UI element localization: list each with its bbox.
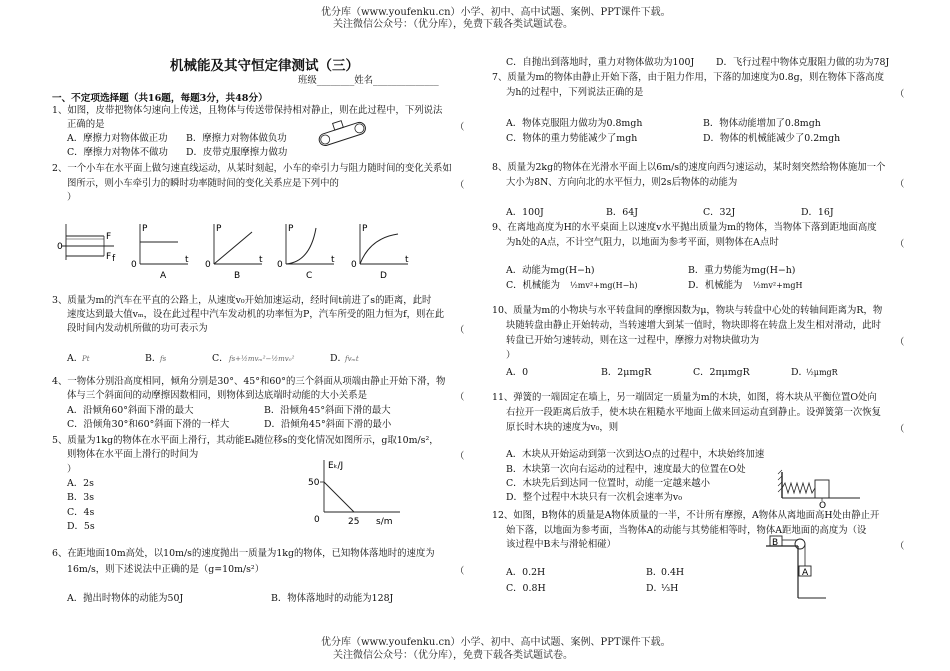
q3-stem-line2: 速度达到最大值vₘ，设在此过程中汽车发动机的功率恒为P，汽车所受的阻力恒为f，则在此 [67, 309, 445, 320]
q3-option-d: D． [330, 353, 347, 364]
q11-option-b: B．木块第一次向右运动的过程中，速度最大的位置在O处 [506, 464, 746, 475]
q9-option-d: D．机械能为 [688, 280, 743, 291]
section-title: 一、不定项选择题（共16题，每题3分，共48分） [52, 93, 268, 104]
q2-fig-origin: 0 [57, 242, 63, 252]
q2-option-a-label: A [160, 271, 167, 281]
q5-option-c: C．4s [67, 507, 95, 518]
q11-option-a: A．木块从开始运动到第一次到达O点的过程中，木块始终加速 [506, 449, 765, 460]
q2d-P: P [362, 224, 368, 234]
q7-stem-line1: 7、质量为m的物体由静止开始下落，由于阻力作用，下落的加速度为0.8g，则在物体下落高度 [492, 72, 885, 83]
q2-option-d-label: D [380, 271, 387, 281]
q6-option-b: B．物体落地时的动能为128J [271, 593, 394, 604]
q12-fig-A: A [802, 568, 809, 578]
q5-option-d: D．5s [67, 521, 95, 532]
q10-stem-line1: 10、质量为m的小物块与水平转盘间的摩擦因数为μ，物块与转盘中心处的转轴间距离为R，物 [492, 305, 883, 316]
q7-option-c: C．物体的重力势能减少了mgh [506, 133, 638, 144]
q11-option-d: D．整个过程中木块只有一次机会速率为v₀ [506, 492, 682, 503]
q12-stem-line3: 该过程中B未与滑轮相碰） [506, 539, 617, 550]
q12-fig-B: B [772, 538, 779, 548]
q12-option-d: D． [646, 583, 663, 594]
q2a-0: 0 [131, 260, 137, 270]
q2-force-graph [56, 222, 118, 264]
q4-option-b: B．沿倾角45°斜面下滑的最大 [264, 405, 391, 416]
q5-stem-line1: 5、质量为1kg的物体在水平面上滑行，其动能Eₖ随位移s的变化情况如图所示，g取10m/s²， [52, 435, 439, 446]
q2c-P: P [288, 224, 294, 234]
q3-answer-paren: （ [455, 325, 465, 336]
q4-stem-line1: 4、一物体分别沿高度相同，倾角分别是30°、45°和60°的三个斜面从项端由静止开始下滑，物 [52, 376, 446, 387]
q8-option-a: A．100J [506, 207, 544, 218]
q11-stem-line2: 右拉开一段距离后放手，使木块在粗糙水平地面上做来回运动直到静止。设弹簧第一次恢复 [506, 407, 882, 418]
q6-option-c: C．自抛出到落地时，重力对物体做功为100J [506, 57, 695, 68]
q3-stem-line3: 段时间内发动机所做的功可表示为 [67, 323, 208, 334]
q2-option-b-label: B [234, 271, 241, 281]
q5-option-b: B．3s [67, 492, 95, 503]
q10-option-c: C．2πμmgR [693, 367, 750, 378]
q11-answer-paren: （ [895, 424, 905, 435]
q12-answer-paren: （ [895, 541, 905, 552]
q12-option-d-formula: ⅓H [661, 583, 679, 594]
q1-stem-line1: 1、如图，皮带把物体匀速向上传送，且物体与传送带保持相对静止，则在此过程中，下列说法 [52, 105, 443, 116]
q1-conveyor-figure [312, 118, 372, 148]
q3-option-c: C． [212, 353, 229, 364]
q10-stem-line3: 转盘已开始匀速转动，则在这一过程中，摩擦力对物块做功为 [506, 335, 760, 346]
q2c-t: t [331, 255, 335, 265]
q6-stem-line2: 16m/s，则下述说法中正确的是（g=10m/s²） [67, 564, 265, 575]
q2-option-a-graph [130, 222, 192, 282]
q6-answer-paren: （ [455, 566, 465, 577]
q8-option-d: D．16J [801, 207, 834, 218]
q3-option-b-formula: fs [160, 355, 167, 363]
q1-option-c: C．摩擦力对物体不做功 [67, 147, 168, 158]
q7-option-a: A．物体克服阻力做功为0.8mgh [506, 118, 643, 129]
q6-option-a: A．抛出时物体的动能为50J [67, 593, 184, 604]
q5-stem-line2: 则物体在水平面上滑行的时间为 [67, 449, 199, 460]
q4-option-c: C．沿倾角30°和60°斜面下滑的一样大 [67, 419, 230, 430]
q4-stem-line2: 体与三个斜面间的动摩擦因数相同，则物体到达底端时动能的大小关系是 [67, 390, 368, 401]
header-line-1: 优分库（www.youfenku.cn）小学、初中、高中试题、案例、PPT课件下载。 [321, 7, 671, 18]
q2-option-b-graph [204, 222, 266, 282]
q7-stem-line2: 为h的过程中，下列说法正确的是 [506, 87, 644, 98]
q9-answer-paren: （ [895, 239, 905, 250]
q2a-t: t [185, 255, 189, 265]
q7-answer-paren: （ [895, 89, 905, 100]
footer-line-1: 优分库（www.youfenku.cn）小学、初中、高中试题、案例、PPT课件下载。 [321, 637, 671, 648]
q9-option-b: B．重力势能为mg(H−h) [688, 265, 796, 276]
q5-fig-0: 0 [314, 515, 320, 525]
q4-option-a: A．沿倾角60°斜面下滑的最大 [67, 405, 194, 416]
q7-option-b: B．物体动能增加了0.8mgh [703, 118, 821, 129]
q10-option-a: A．0 [506, 367, 529, 378]
q12-option-b: B． [646, 567, 663, 578]
q2-stem-line2: 图所示，则小车牵引力的瞬时功率随时间的变化关系应是下列中的 [67, 178, 339, 189]
q2c-0: 0 [277, 260, 283, 270]
q5-answer-paren: （ [455, 451, 465, 462]
q2-fig-F-label: F [106, 232, 112, 242]
q5-fig-50: 50 [308, 478, 320, 488]
q12-option-a: A．0.2H [506, 567, 546, 578]
q2d-t: t [405, 255, 409, 265]
q12-pulley-figure [764, 534, 828, 604]
q10-option-d: D． [791, 367, 808, 378]
q12-option-b-formula: 0.4H [661, 567, 685, 578]
q2b-0: 0 [205, 260, 211, 270]
q9-stem-line1: 9、在离地高度为H的水平桌面上以速度v水平抛出质量为m的物体，当物体下落到距地面高度 [492, 222, 877, 233]
q3-stem-line1: 3、质量为m的汽车在平直的公路上，从速度v₀开始加速运动，经时间t前进了s的距离，此时 [52, 295, 432, 306]
class-name-line: 班级________姓名______________ [298, 75, 439, 86]
q1-stem-line2: 正确的是 [67, 119, 105, 130]
q10-option-d-formula: ½μmgR [806, 368, 838, 377]
q9-option-c-formula: ½mv²+mg(H−h) [570, 281, 638, 290]
q3-option-d-formula: fvₘt [345, 355, 359, 363]
q10-answer-paren: （ [895, 337, 905, 348]
q3-option-b: B． [145, 353, 162, 364]
q2-stem-line1: 2、一个小车在水平面上做匀速直线运动，从某时刻起，小车的牵引力与阻力随时间的变化关系如 [52, 163, 452, 174]
q2b-P: P [216, 224, 222, 234]
q1-option-d: D．皮带克服摩擦力做功 [186, 147, 288, 158]
q10-option-b: B．2μmgR [601, 367, 652, 378]
q4-answer-paren: （ [455, 392, 465, 403]
q5-fig-25: 25 [348, 517, 360, 527]
page-title: 机械能及其守恒定律测试（三） [170, 58, 359, 74]
q9-option-a: A．动能为mg(H−h) [506, 265, 595, 276]
footer-line-2: 关注微信公众号：（优分库），免费下载各类试题试卷。 [333, 650, 573, 661]
q9-option-d-formula: ½mv²+mgH [753, 281, 803, 290]
q7-option-d: D．物体的机械能减少了0.2mgh [703, 133, 841, 144]
q12-option-c: C．0.8H [506, 583, 546, 594]
q2b-t: t [259, 255, 263, 265]
q11-fig-O: O [819, 501, 827, 508]
q6-stem-line1: 6、在距地面10m高处，以10m/s的速度抛出一质量为1kg的物体，已知物体落地时的速度为 [52, 548, 435, 559]
q5-fig-ylabel: Eₖ/J [328, 461, 344, 471]
q8-option-b: B．64J [606, 207, 638, 218]
q2-option-d-graph [350, 222, 412, 282]
q8-stem-line1: 8、质量为2kg的物体在光滑水平面上以6m/s的速度向西匀速运动，某时刻突然给物体施加一个 [492, 162, 886, 173]
q2-option-c-graph [276, 222, 338, 282]
header-line-2: 关注微信公众号：（优分库），免费下载各类试题试卷。 [333, 19, 573, 30]
q11-stem-line1: 11、弹簧的一端固定在墙上，另一端固定一质量为m的木块，如图，将木块从平衡位置O处向 [492, 392, 877, 403]
q10-stem-line4: ） [506, 350, 516, 361]
q5-option-a: A．2s [67, 478, 94, 489]
q8-option-c: C．32J [703, 207, 736, 218]
q1-option-b: B．摩擦力对物体做负功 [186, 133, 287, 144]
q3-option-a: A． [67, 353, 84, 364]
q1-answer-paren: （ [455, 122, 465, 133]
q6-option-d: D．飞行过程中物体克服阻力做的功为78J [716, 57, 890, 68]
q11-stem-line3: 原长时木块的速度为v₀，则 [506, 422, 619, 433]
q5-stem-line3: ） [67, 464, 77, 475]
q2-fig-Ff-label: F [106, 252, 112, 262]
q9-stem-line2: 为h处的A点，不计空气阻力，以地面为参考平面，则物体在A点时 [506, 237, 779, 248]
q5-ek-graph [296, 458, 402, 528]
q11-spring-figure [776, 468, 862, 508]
q3-option-a-formula: Pt [82, 355, 90, 363]
q11-option-c: C．木块先后到达同一位置时，动能一定越来越小 [506, 478, 711, 489]
q2-answer-paren: （ [455, 180, 465, 191]
q8-answer-paren: （ [895, 179, 905, 190]
q12-stem-line1: 12、如图，B物体的质量是A物体质量的一半，不计所有摩擦，A物体从离地面高H处由静止开 [492, 510, 880, 521]
q10-stem-line2: 块随转盘由静止开始转动，当转速增大到某一值时，物块即将在转盘上发生相对滑动，此时 [506, 320, 882, 331]
q1-option-a: A．摩擦力对物体做正功 [67, 133, 168, 144]
q2-option-c-label: C [306, 271, 313, 281]
q12-stem-line2: 始下落，以地面为参考面，当物体A的动能与其势能相等时，物体A距地面的高度为（设 [506, 525, 867, 536]
q4-option-d: D．沿倾角45°斜面下滑的最小 [264, 419, 392, 430]
q3-option-c-formula: fs+½mvₘ²−½mv₀² [229, 355, 295, 363]
q8-stem-line2: 大小为8N、方向向北的水平恒力，则2s后物体的动能为 [506, 177, 738, 188]
q2-fig-f-sub: f [112, 254, 116, 264]
q5-fig-xlabel: s/m [376, 517, 393, 527]
q9-option-c: C．机械能为 [506, 280, 561, 291]
q2d-0: 0 [351, 260, 357, 270]
q2-stem-line3: ） [67, 192, 77, 203]
q2a-P: P [142, 224, 148, 234]
